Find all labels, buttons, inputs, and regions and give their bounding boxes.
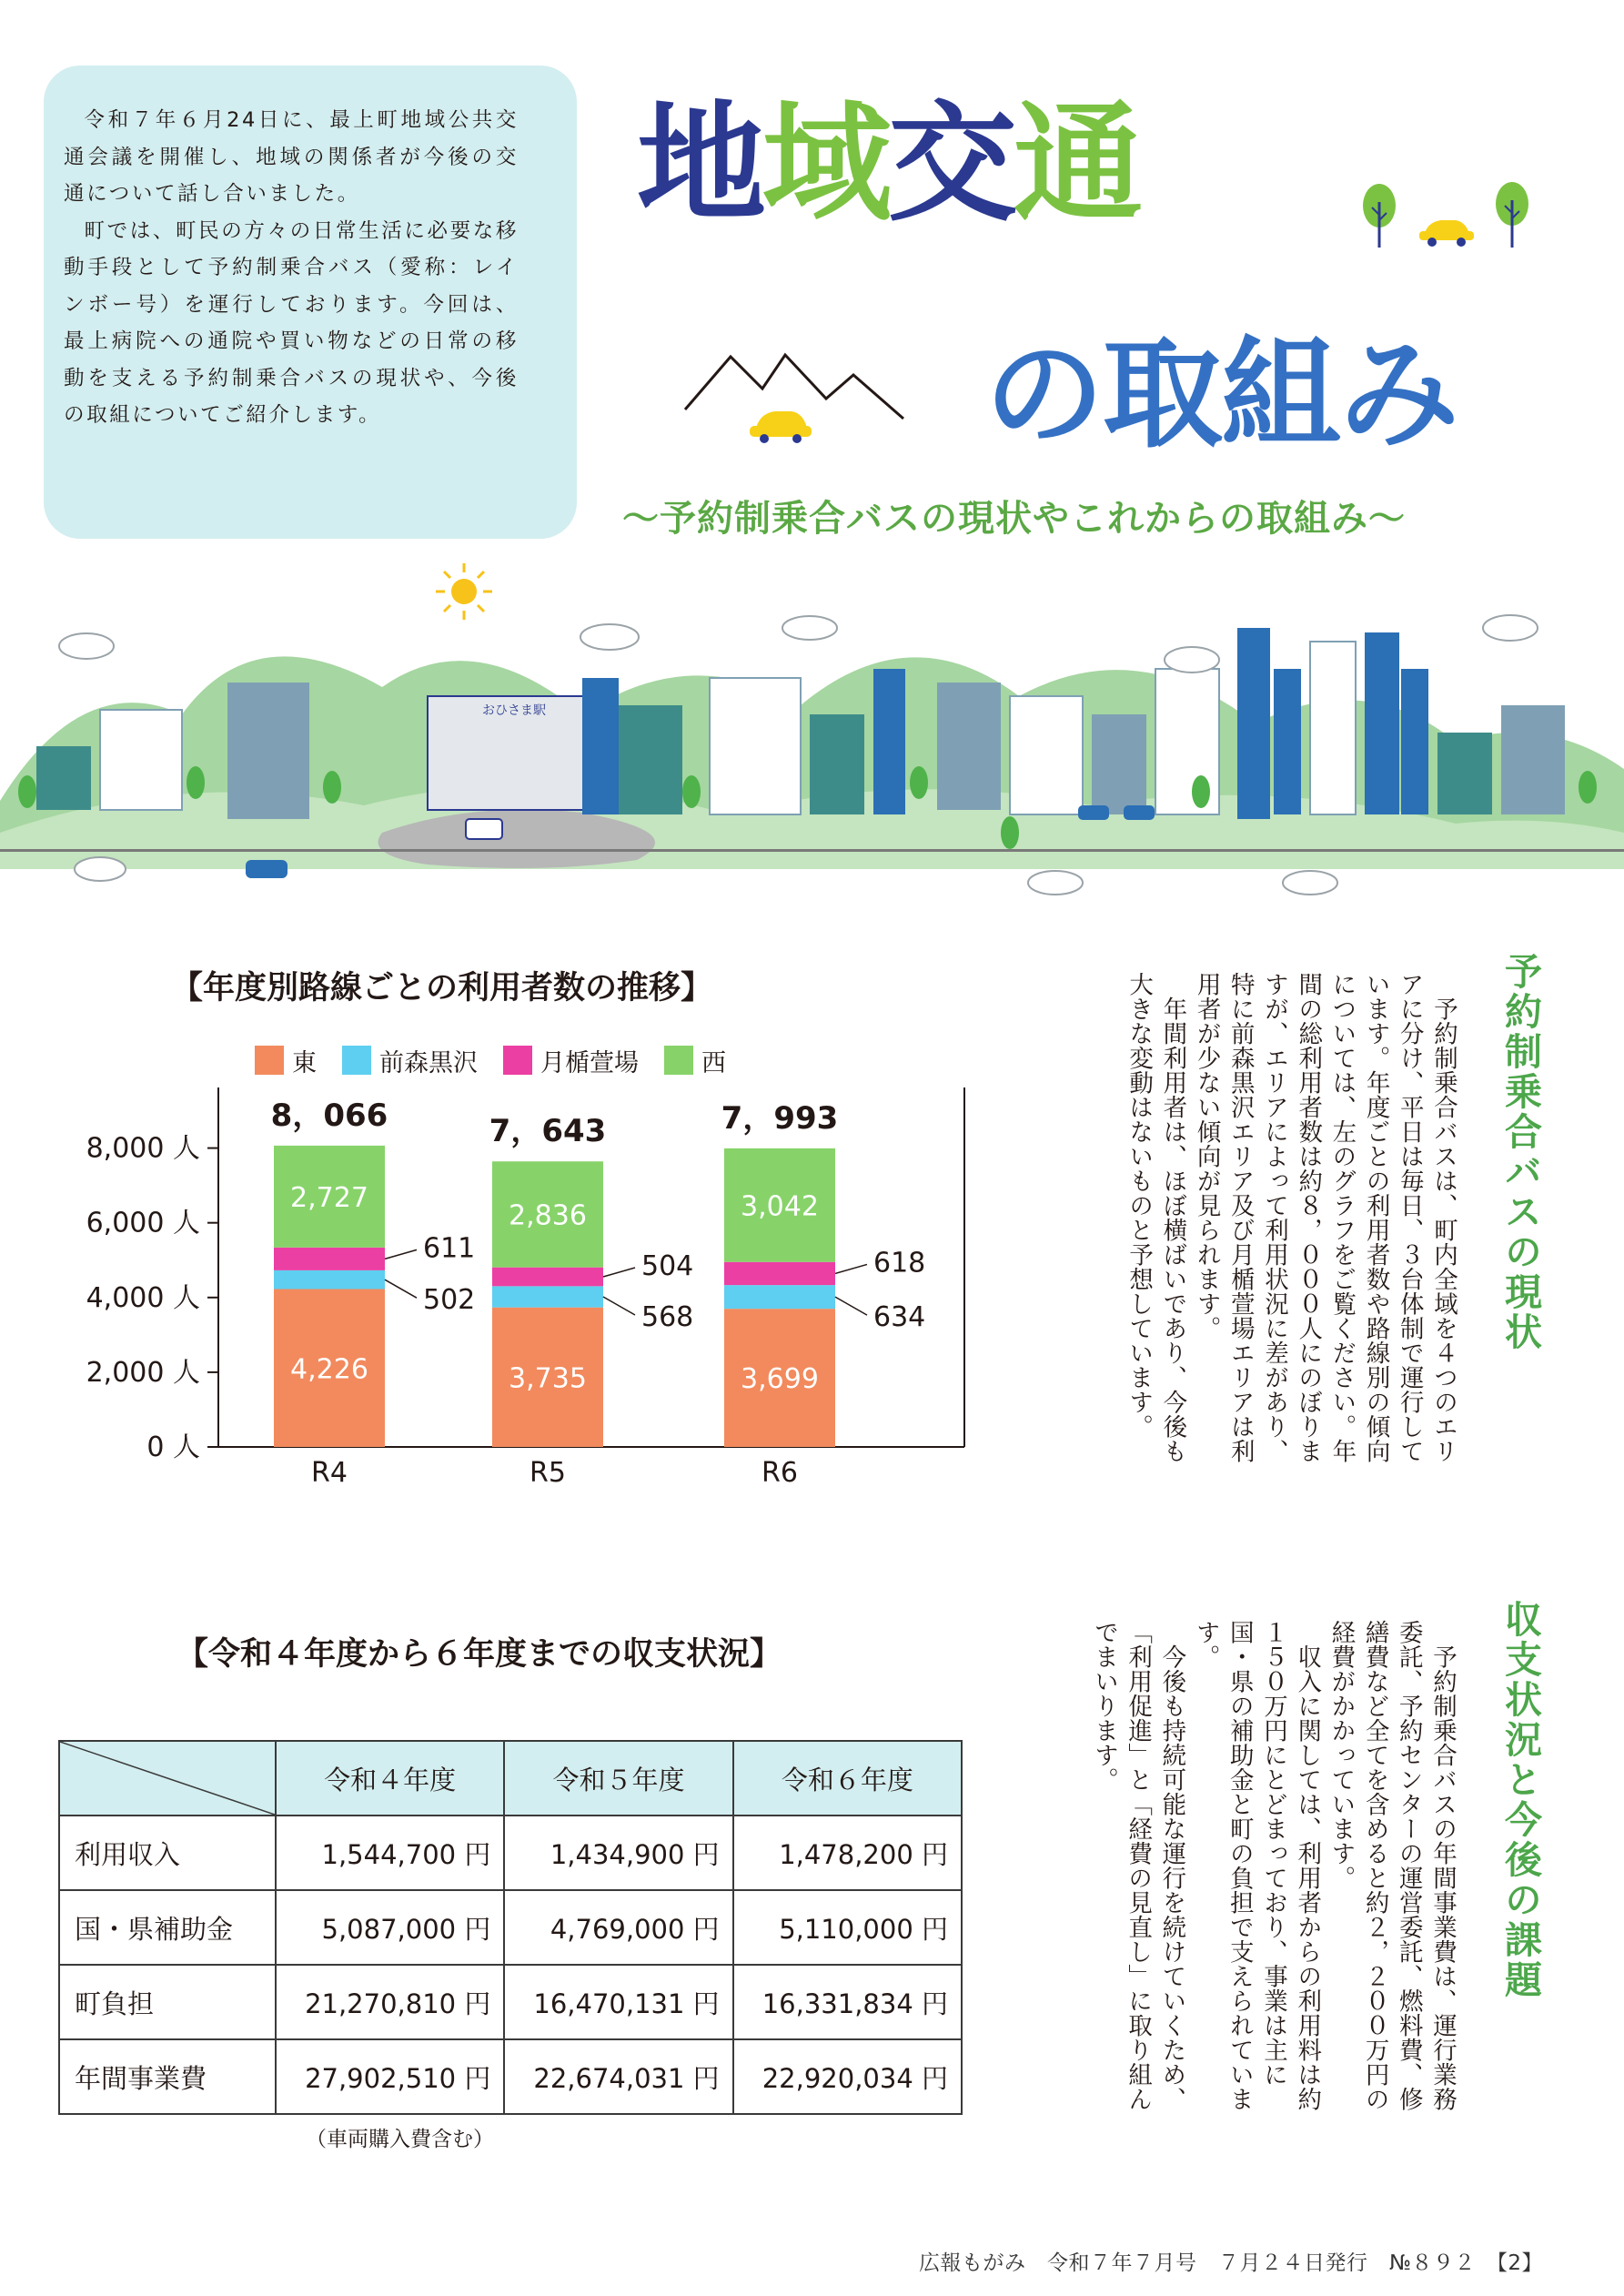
callout-line xyxy=(835,1297,867,1315)
y-tick-label: 0 人 xyxy=(146,1431,200,1463)
section-heading-current-status: 予約制乗合バスの現状 xyxy=(1498,952,1542,1352)
town-illustration xyxy=(0,560,1624,910)
tree-icon xyxy=(1496,182,1528,248)
legend-label-maemori: 前森黒沢 xyxy=(379,1048,478,1077)
table-header-r6: 令和６年度 xyxy=(733,1741,962,1816)
car-icon xyxy=(1419,220,1474,247)
callout-line xyxy=(385,1249,417,1259)
table-cell: 27,902,510 円 xyxy=(276,2039,504,2114)
title-char-3: 交 xyxy=(888,89,1014,239)
section1-paragraph-1: 予約制乗合バスは、町内全域を４つのエリアに分け、平日は毎日、３台体制で運行しています。年度ごとの利用者数や路線別の傾向については、左のグラフをご覧ください。年間の総利用者数は約８，０００人にのぼりますが、エリアによって利用状況に差があり、特に前森黒沢エリア及び月楯萱場エリアは利用者が少ない傾向が見られます。 xyxy=(1192,972,1458,1463)
page-footer: 広報もがみ 令和７年７月号 ７月２４日発行 №８９２ 【2】 xyxy=(919,2251,1544,2275)
legend-label-tsukitate: 月楯萱場 xyxy=(540,1048,639,1077)
bar-value-label: 3,042 xyxy=(741,1190,819,1223)
section-body-current-status xyxy=(987,972,1460,1468)
legend-swatch-west xyxy=(664,1046,693,1075)
section1-paragraph-2: 年間利用者は、ほぼ横ばいであり、今後も大きな変動はないものと予想しています。 xyxy=(1125,972,1187,1463)
table-cell: 5,087,000 円 xyxy=(276,1890,504,1965)
table-cell: 1,478,200 円 xyxy=(733,1816,962,1890)
bar-value-label: 4,226 xyxy=(290,1353,368,1386)
bar-value-label: 3,699 xyxy=(741,1363,819,1396)
bar-total-label: 7，993 xyxy=(721,1099,839,1137)
bar-segment xyxy=(724,1262,835,1285)
legend-swatch-tsukitate xyxy=(503,1046,532,1075)
table-row xyxy=(59,1816,962,1890)
legend-swatch-maemori xyxy=(342,1046,371,1075)
callout-label: 568 xyxy=(641,1301,694,1334)
legend-swatch-east xyxy=(255,1046,284,1075)
row-label: 町負担 xyxy=(59,1965,276,2039)
table-cell: 21,270,810 円 xyxy=(276,1965,504,2039)
x-tick-label: R6 xyxy=(762,1457,798,1489)
table-row xyxy=(59,2039,962,2114)
table-cell: 5,110,000 円 xyxy=(733,1890,962,1965)
bar-segment xyxy=(274,1270,385,1290)
callout-label: 504 xyxy=(641,1250,694,1283)
page-subtitle: の取組み xyxy=(984,325,1458,465)
bar-total-label: 8，066 xyxy=(270,1097,388,1134)
y-tick-label: 8,000 人 xyxy=(86,1132,200,1165)
row-label: 年間事業費 xyxy=(59,2039,276,2114)
bar-segment xyxy=(492,1268,603,1287)
bar-segment xyxy=(274,1248,385,1270)
table-row xyxy=(59,1965,962,2039)
x-tick-label: R4 xyxy=(311,1457,348,1489)
legend-item-west xyxy=(664,1043,726,1078)
section2-paragraph-2: 収入に関しては、利用者からの利用料は約１５０万円にとどまっており、事業は主に国・県の補助金と町の負担で支えられています。 xyxy=(1191,1620,1322,2111)
section-body-finance xyxy=(1023,1620,1459,2116)
intro-paragraph-1: 令和７年６月24日に、最上町地域公共交通会議を開催し、地域の関係者が今後の交通について話し合いました。 xyxy=(64,108,519,206)
table-cell: 1,434,900 円 xyxy=(504,1816,732,1890)
legend-label-west: 西 xyxy=(701,1048,726,1077)
table-cell: 4,769,000 円 xyxy=(504,1890,732,1965)
callout-line xyxy=(603,1297,635,1315)
table-cell: 16,470,131 円 xyxy=(504,1965,732,2039)
mountains-car-decoration xyxy=(681,348,908,448)
table-header-r4: 令和４年度 xyxy=(276,1741,504,1816)
row-label: 国・県補助金 xyxy=(59,1890,276,1965)
callout-label: 634 xyxy=(873,1301,926,1334)
intro-paragraph-2: 町では、町民の方々の日常生活に必要な移動手段として予約制乗合バス（愛称：レインボー号）を運行しております。今回は、最上病院への通院や買い物などの日常の移動を支える予約制乗合バスの現状や、今後の取組についてご紹介します。 xyxy=(64,218,519,427)
table-corner-cell xyxy=(59,1741,276,1816)
section2-paragraph-3: 今後も持続可能な運行を続けていくため、「利用促進」と「経費の見直し」に取り組んでまいります。 xyxy=(1089,1620,1186,2111)
table-cell: 1,544,700 円 xyxy=(276,1816,504,1890)
callout-line xyxy=(603,1268,635,1277)
bar-segment xyxy=(724,1285,835,1309)
table-row xyxy=(59,1890,962,1965)
table-header-r5: 令和５年度 xyxy=(504,1741,732,1816)
bar-value-label: 2,727 xyxy=(290,1181,368,1214)
trees-car-decoration xyxy=(1356,175,1538,257)
page-caption: ～予約制乗合バスの現状やこれからの取組み～ xyxy=(622,498,1406,540)
row-label: 利用収入 xyxy=(59,1816,276,1890)
bar-value-label: 3,735 xyxy=(509,1362,587,1395)
callout-label: 618 xyxy=(873,1247,926,1279)
y-tick-label: 2,000 人 xyxy=(86,1356,200,1389)
callout-label: 611 xyxy=(423,1232,476,1265)
legend-label-east: 東 xyxy=(292,1048,317,1077)
legend-item-east xyxy=(255,1043,317,1078)
table-note: （車両購入費含む） xyxy=(306,2128,494,2151)
table-title: 【令和４年度から６年度までの収支状況】 xyxy=(177,1636,782,1673)
table-cell: 16,331,834 円 xyxy=(733,1965,962,2039)
legend-item-tsukitate xyxy=(503,1043,639,1078)
title-char-2: 域 xyxy=(762,89,888,239)
intro-text xyxy=(64,102,519,434)
title-char-4: 通 xyxy=(1014,89,1139,239)
table-cell: 22,920,034 円 xyxy=(733,2039,962,2114)
station-sign: おひさま駅 xyxy=(482,703,546,718)
y-tick-label: 4,000 人 xyxy=(86,1281,200,1314)
tree-icon xyxy=(1363,184,1396,248)
callout-label: 502 xyxy=(423,1284,476,1317)
title-char-1: 地 xyxy=(637,89,762,239)
page-title xyxy=(637,89,1139,239)
bar-value-label: 2,836 xyxy=(509,1199,587,1232)
chart-title: 【年度別路線ごとの利用者数の推移】 xyxy=(171,970,713,1006)
y-tick-label: 6,000 人 xyxy=(86,1207,200,1239)
car-icon xyxy=(750,411,812,443)
table-cell: 22,674,031 円 xyxy=(504,2039,732,2114)
bar-segment xyxy=(492,1286,603,1307)
table-header-row xyxy=(59,1741,962,1816)
diagonal-line xyxy=(60,1742,275,1815)
callout-line xyxy=(835,1264,867,1273)
legend-item-maemori xyxy=(342,1043,478,1078)
finance-table xyxy=(58,1740,963,2115)
x-tick-label: R5 xyxy=(530,1457,566,1489)
section2-paragraph-1: 予約制乗合バスの年間事業費は、運行業務委託、予約センターの運営委託、燃料費、修繕費など全てを含めると約２，２００万円の経費がかかっています。 xyxy=(1326,1620,1457,2111)
chart-legend xyxy=(255,1042,751,1078)
callout-line xyxy=(385,1279,417,1298)
stacked-bar-chart xyxy=(36,1083,973,1511)
section-heading-finance: 収支状況と今後の課題 xyxy=(1498,1600,1542,2000)
bar-total-label: 7，643 xyxy=(489,1113,607,1150)
